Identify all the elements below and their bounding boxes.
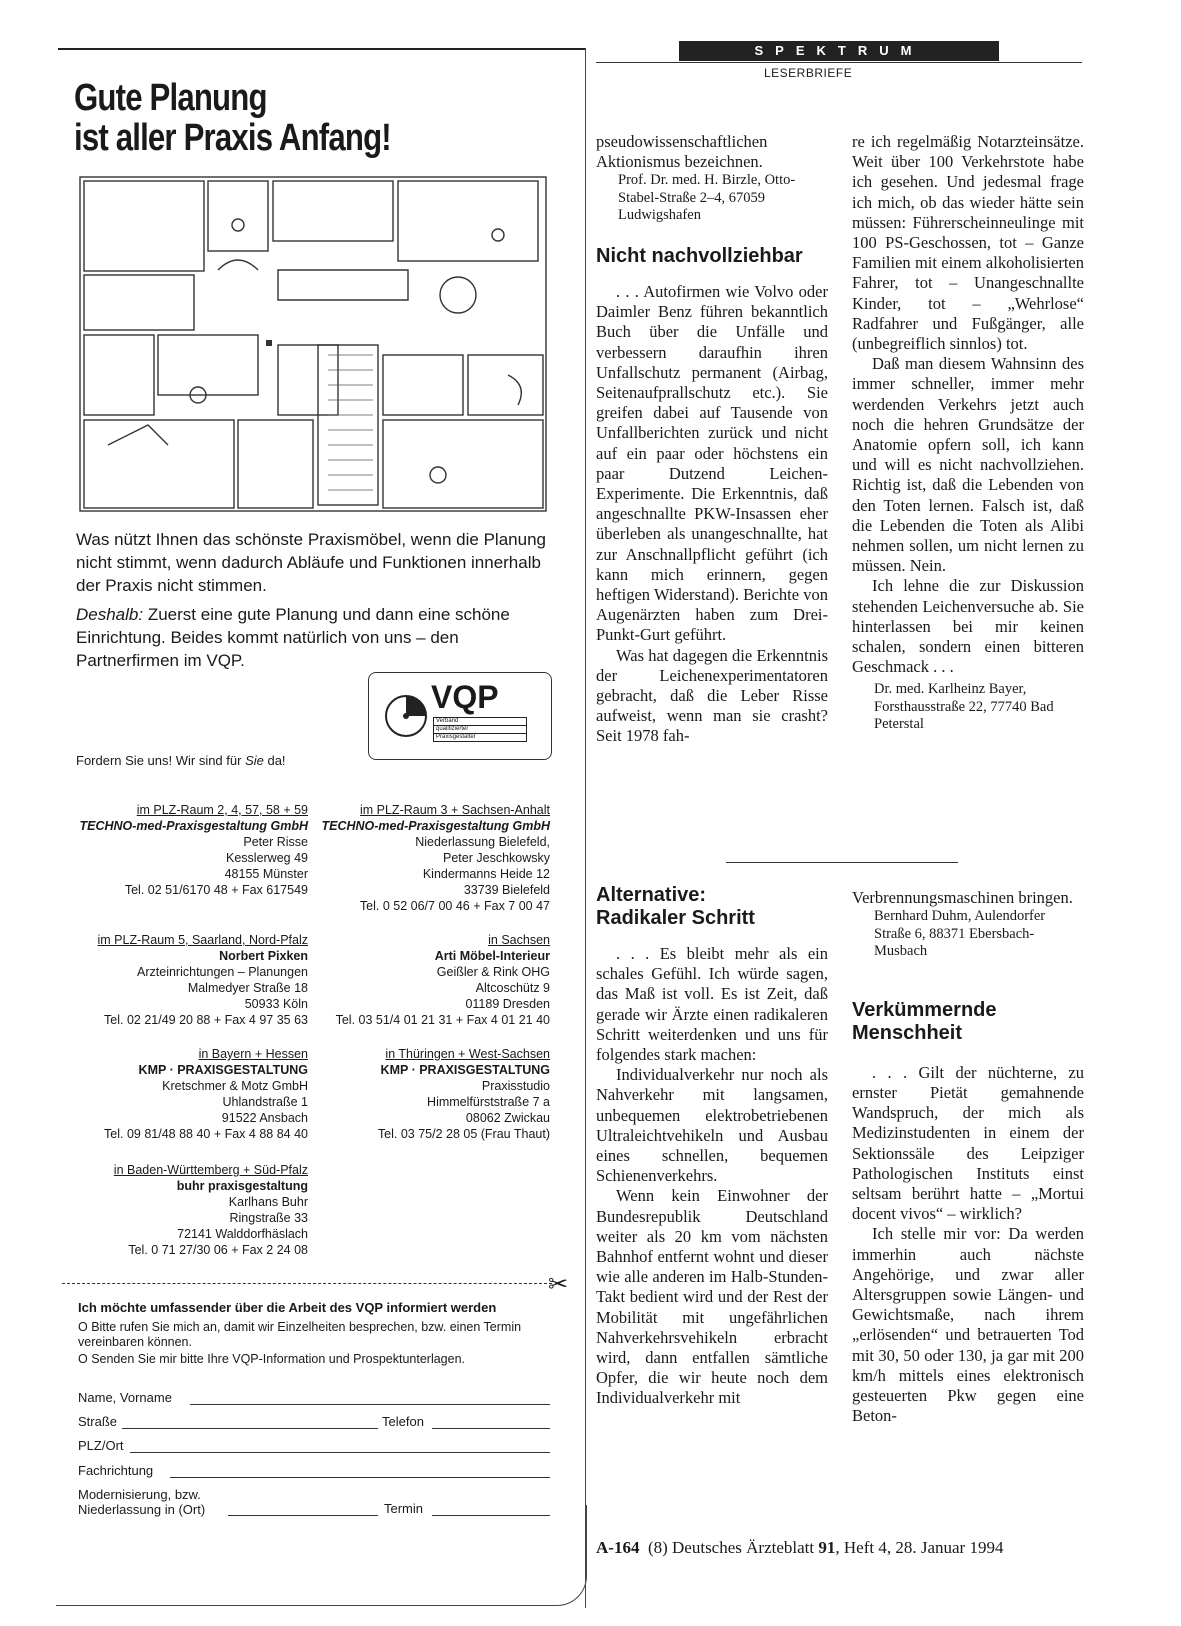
cta-pre: Fordern Sie uns! Wir sind für <box>76 753 246 768</box>
address-region: in Baden-Württemberg + Süd-Pfalz <box>113 1163 308 1177</box>
address-company: buhr praxisgestaltung <box>176 1179 308 1193</box>
article-paragraph: re ich regelmäßig Notarzteinsätze. Weit über 100 Verkehrstote habe ich gesehen. Und jedesmal frage ich mich, ob das wieder hätte sein müssen: Führerscheinneulinge mit 100 PS-Geschossen, tot – Ganze Familien mit einem alkoholisierten Fahrer, tot – Unangeschnallte Kinder, tot – „Wehrlose“ Radfahrer und Fußgänger, alle (unbegreiflich sinnlos) tot. <box>852 132 1084 354</box>
article-paragraph: . . . Autofirmen wie Volvo oder Daimler Benz führen bekanntlich Buch über die Unfälle und verbessern daraufhin ihren Unfallschutz permanent (Airbag, Seitenaufprallschutz etc.). Sie greifen dabei auf Tausende von Unfallberichten zurück und nicht auf ein paar oder höchstens ein paar Dutzend Leichen-Experimente. Die Erkenntnis, daß angeschnallte PKW-Insassen eher überleben als unangeschnallte, hat zur Anschnallpflicht geführt (ich kann mich erinnern, gegen heftigen Widerstand). Berichte von Augenärzten haben zum Drei-Punkt-Gurt geführt. <box>596 281 828 645</box>
floor-plan-illustration <box>78 175 548 515</box>
signature-bayer: Dr. med. Karlheinz Bayer, Forsthausstraße 22, 77740 Bad Peterstal <box>874 681 1054 733</box>
address-block-left-4 <box>70 1162 308 1258</box>
address-line: Tel. 02 21/49 20 88 + Fax 4 97 35 63 <box>104 1013 308 1027</box>
address-line: 91522 Ansbach <box>221 1111 308 1125</box>
scissors-icon: ✂ <box>548 1270 569 1298</box>
heading-verkuemmernde-line2: Menschheit <box>852 1021 963 1044</box>
field-name-input[interactable] <box>190 1404 550 1405</box>
ad-headline <box>74 78 468 158</box>
field-plz-input[interactable] <box>130 1452 550 1453</box>
field-mod-label-2: Niederlassung in (Ort) <box>78 1502 206 1517</box>
footer-volume: 91 <box>818 1538 836 1557</box>
ad-frame-bottom <box>56 1505 587 1606</box>
col4-continuation: Verbrennungsmaschinen bringen. <box>852 888 1073 907</box>
ad-headline-line1: Gute Planung <box>74 77 267 119</box>
article-paragraph: Was hat dagegen die Erkenntnis der Leichenexperimentatoren gebracht, daß die Leber Risse aufweist, wenn man sie crasht? Seit 1978 fah- <box>596 645 828 746</box>
address-line: Peter Risse <box>243 835 308 849</box>
address-line: Ringstraße 33 <box>229 1211 308 1225</box>
heading-alternative-line2: Radikaler Schritt <box>596 907 755 929</box>
address-company: Norbert Pixken <box>219 949 308 963</box>
address-line: Kindermanns Heide 12 <box>422 867 550 881</box>
address-line: Tel. 03 75/2 28 05 (Frau Thaut) <box>377 1127 550 1141</box>
address-line: Praxisstudio <box>481 1079 550 1093</box>
field-termin-label: Termin <box>384 1501 424 1516</box>
address-line: 72141 Walddorfhäslach <box>177 1227 308 1241</box>
vqp-logo-text: VQP <box>431 679 499 715</box>
footer-issue: , Heft 4, 28. Januar 1994 <box>835 1538 1004 1557</box>
address-line: Tel. 02 51/6170 48 + Fax 617549 <box>124 883 308 897</box>
address-region: im PLZ-Raum 3 + Sachsen-Anhalt <box>359 803 550 817</box>
coupon-option-call[interactable]: O Bitte rufen Sie mich an, damit wir Einzelheiten besprechen, bzw. einen Termin vereinbaren können. <box>78 1320 522 1349</box>
article-column-4 <box>852 888 1084 1426</box>
address-line: Arzteinrichtungen – Planungen <box>137 965 308 979</box>
address-company: TECHNO-med-Praxisgestaltung GmbH <box>79 819 308 833</box>
address-company: Arti Möbel-Interieur <box>434 949 550 963</box>
address-region: in Thüringen + West-Sachsen <box>385 1047 550 1061</box>
ad-frame-border <box>585 48 586 1608</box>
page-number: A-164 <box>596 1538 640 1557</box>
address-line: Peter Jeschkowsky <box>443 851 550 865</box>
coupon-option-info[interactable]: O Senden Sie mir bitte Ihre VQP-Information und Prospektunterlagen. <box>78 1352 466 1366</box>
field-street-label: Straße <box>78 1414 118 1429</box>
address-line: Malmedyer Straße 18 <box>187 981 308 995</box>
address-region: in Sachsen <box>488 933 550 947</box>
address-line: Tel. 0 52 06/7 00 46 + Fax 7 00 47 <box>359 899 550 913</box>
address-block-left-1 <box>70 802 308 898</box>
ad-top-rule <box>58 48 585 50</box>
article-paragraph: Ich stelle mir vor: Da werden immerhin auch nächste Angehörige, und zwar aller Altersgruppen sowie Längen- und Gewichtsmaße, nach ihrem „erlösenden“ und betrauerten Tod mit 30, 50 oder 130, ja gar mit 200 km/h mittels eines elektronisch gesteuerten Pkw gegen eine Beton- <box>852 1224 1084 1426</box>
heading-alternative-line1: Alternative: <box>596 884 707 906</box>
article-separator <box>726 862 958 863</box>
vqp-logo-sub-3: Praxisgestalter <box>436 734 476 740</box>
field-phone-label: Telefon <box>382 1414 424 1429</box>
address-line: Uhlandstraße 1 <box>222 1095 308 1109</box>
cta-italic: Sie <box>245 753 264 768</box>
field-mod-label-1: Modernisierung, bzw. <box>78 1487 201 1502</box>
address-line: Kretschmer & Motz GmbH <box>162 1079 308 1093</box>
footer-journal: (8) Deutsches Ärzteblatt <box>647 1538 819 1557</box>
article-paragraph: Wenn kein Einwohner der Bundesrepublik Deutschland weiter als 20 km vom nächsten Bahnhof entfernt wohnt und dieser wie alle anderen im Halb-Stunden-Takt bedient wird und der Rest der Mobilität mit ungefährlichen Nahverkehrsvehikeln erbracht wird, dann entfallen sämtliche Opfer, die wir heute noch dem Individualverkehr mit <box>596 1186 828 1408</box>
vqp-logo <box>368 672 552 760</box>
vqp-logo-sub-1: Verband <box>434 718 526 726</box>
address-block-right-1 <box>312 802 550 914</box>
address-region: im PLZ-Raum 5, Saarland, Nord-Pfalz <box>97 933 308 947</box>
field-street-input[interactable] <box>122 1428 378 1429</box>
col1-continuation: pseudowissenschaftlichen Aktionismus bezeichnen. <box>596 132 768 172</box>
address-line: Tel. 03 51/4 01 21 31 + Fax 4 01 21 40 <box>335 1013 550 1027</box>
field-phone-input[interactable] <box>432 1428 550 1429</box>
heading-alternative <box>596 884 828 930</box>
coupon-cut-line <box>62 1283 552 1284</box>
ad-intro-text: Was nützt Ihnen das schönste Praxismöbel, wenn die Planung nicht stimmt, wenn dadurch Abläufe und Funktionen innerhalb der Praxis nicht stimmen. <box>76 530 546 595</box>
article-column-1 <box>596 132 828 747</box>
address-block-left-2 <box>70 932 308 1028</box>
address-line: 01189 Dresden <box>465 997 550 1011</box>
heading-nicht-nachvollziehbar: Nicht nachvollziehbar <box>596 244 803 267</box>
address-line: Kesslerweg 49 <box>226 851 308 865</box>
field-fach-input[interactable] <box>170 1477 550 1478</box>
coupon-heading: Ich möchte umfassender über die Arbeit des VQP informiert werden <box>78 1300 497 1315</box>
section-rule <box>596 62 1082 63</box>
address-block-right-3 <box>312 1046 550 1142</box>
article-column-2 <box>852 132 1084 734</box>
article-paragraph: . . . Gilt der nüchterne, zu ernster Pietät gemahnende Wandspruch, der mich als Medizinstudenten in einem der Sektionssäle des Leipziger Pathologischen Instituts einst seltsam berührt hatte – „Mortui docent vivos“ – wirklich? <box>852 1062 1084 1224</box>
ad-intro2-lead: Deshalb: <box>76 605 144 624</box>
field-name-label: Name, Vorname <box>78 1390 172 1405</box>
vqp-logo-sub-2: qualifizierter <box>434 726 526 734</box>
cta-post: da! <box>263 753 286 768</box>
address-company: KMP · PRAXISGESTALTUNG <box>380 1063 550 1077</box>
ad-headline-line2: ist aller Praxis Anfang! <box>74 117 391 159</box>
signature-birzle: Prof. Dr. med. H. Birzle, Otto-Stabel-Straße 2–4, 67059 Ludwigshafen <box>618 172 796 224</box>
ad-intro2-rest: Zuerst eine gute Planung und dann eine schöne Einrichtung. Beides kommt natürlich von uns – den Partnerfirmen im VQP. <box>76 605 510 670</box>
article-paragraph: Daß man diesem Wahnsinn des immer schneller, immer mehr werdenden Verkehrs jetzt auch noch die hehren Grundsätze der Anatomie opfern soll, ich kann und will es nicht nachvollziehen. Richtig ist, daß die Lebenden von den Toten lernen. Falsch ist, daß die Lebenden die Toten als Alibi nehmen sollen, um nicht lernen zu müssen. Nein. <box>852 354 1084 576</box>
page-footer <box>596 1538 1003 1558</box>
address-line: 50933 Köln <box>244 997 308 1011</box>
address-region: im PLZ-Raum 2, 4, 57, 58 + 59 <box>136 803 308 817</box>
address-line: Niederlassung Bielefeld, <box>415 835 550 849</box>
address-line: Tel. 0 71 27/30 06 + Fax 2 24 08 <box>128 1243 308 1257</box>
heading-verkuemmernde <box>852 999 1084 1045</box>
heading-verkuemmernde-line1: Verkümmernde <box>852 998 997 1021</box>
signature-duhm: Bernhard Duhm, Aulendorfer Straße 6, 88371 Ebersbach-Musbach <box>874 908 1046 960</box>
address-line: Altcoschütz 9 <box>475 981 550 995</box>
address-block-left-3 <box>70 1046 308 1142</box>
subsection-label: LESERBRIEFE <box>764 66 853 80</box>
vqp-logo-sub <box>433 717 527 742</box>
address-line: Karlhans Buhr <box>228 1195 308 1209</box>
address-line: Geißler & Rink OHG <box>436 965 550 979</box>
address-company: TECHNO-med-Praxisgestaltung GmbH <box>321 819 550 833</box>
article-column-3 <box>596 884 828 1409</box>
vqp-logo-mark <box>381 691 431 741</box>
address-line: Himmelfürststraße 7 a <box>427 1095 550 1109</box>
address-line: Tel. 09 81/48 88 40 + Fax 4 88 84 40 <box>104 1127 308 1141</box>
ad-intro-text-2 <box>76 603 566 672</box>
ad-call-to-action <box>76 753 286 768</box>
field-plz-label: PLZ/Ort <box>78 1438 124 1453</box>
address-block-right-2 <box>312 932 550 1028</box>
address-region: in Bayern + Hessen <box>198 1047 308 1061</box>
address-company: KMP · PRAXISGESTALTUNG <box>138 1063 308 1077</box>
address-line: 48155 Münster <box>224 867 308 881</box>
address-line: 33739 Bielefeld <box>463 883 550 897</box>
field-fach-label: Fachrichtung <box>78 1463 154 1478</box>
article-paragraph: . . . Es bleibt mehr als ein schales Gefühl. Ich würde sagen, das Maß ist voll. Es ist Zeit, daß gerade wir Ärzte einen radikaleren Schritt weiterdenken und uns für folgendes stark machen: <box>596 944 828 1065</box>
article-paragraph: Individualverkehr nur noch als Nahverkehr mit langsamen, unbequemen elektrobetriebenen Ultraleichtvehikeln und Ausbau eines schnellen, bequemen Schienenverkehrs. <box>596 1065 828 1186</box>
section-header: SPEKTRUM <box>679 41 999 61</box>
article-paragraph: Ich lehne die zur Diskussion stehenden Leichenversuche ab. Sie hinterlassen bei mir keinen schalen, sondern einen bitteren Geschmack . . . <box>852 576 1084 677</box>
address-line: 08062 Zwickau <box>465 1111 550 1125</box>
